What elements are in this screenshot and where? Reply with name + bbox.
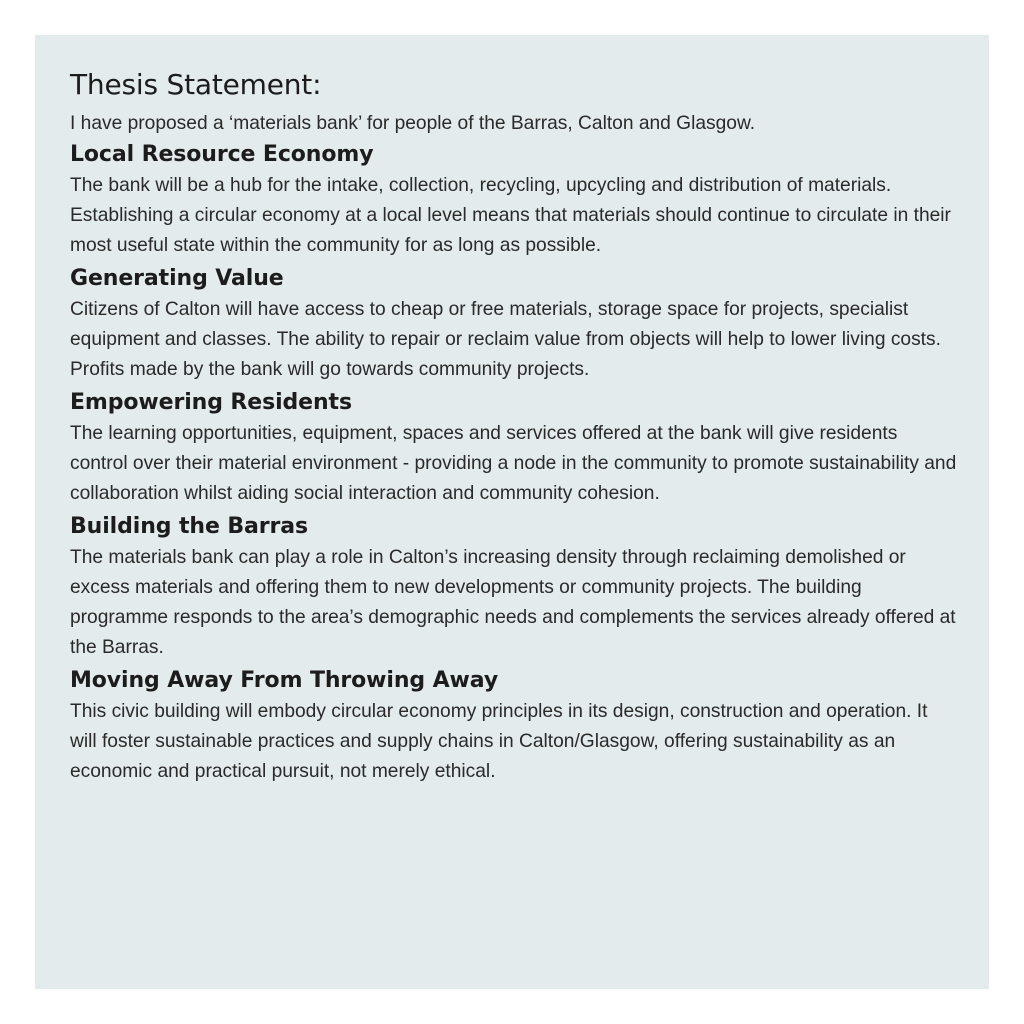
section-heading: Building the Barras [70,514,308,539]
section-moving-away-from-throwing-away [70,665,959,787]
section-heading: Moving Away From Throwing Away [70,668,499,693]
section-generating-value [70,263,959,385]
section-empowering-residents [70,387,959,509]
section-body: The learning opportunities, equipment, spaces and services offered at the bank will give residents control over their material environment - providing a node in the community to promote sustainability and collaboration whilst aiding social interaction and community cohesion. [70,423,957,504]
section-building-the-barras [70,511,959,663]
intro-text: I have proposed a ‘materials bank’ for people of the Barras, Calton and Glasgow. [70,113,756,134]
section-heading: Generating Value [70,266,284,291]
section-body: This civic building will embody circular economy principles in its design, construction and operation. It will foster sustainable practices and supply chains in Calton/Glasgow, offering sustainability as an economic and practical pursuit, not merely ethical. [70,701,928,782]
thesis-panel [35,35,989,989]
section-body: The materials bank can play a role in Calton’s increasing density through reclaiming demolished or excess materials and offering them to new developments or community projects. The building programme responds to the area’s demographic needs and complements the services already offered at the Barras. [70,547,956,658]
page-title: Thesis Statement: [70,68,322,101]
section-local-resource-economy [70,139,959,261]
section-heading: Local Resource Economy [70,142,374,167]
section-body: The bank will be a hub for the intake, collection, recycling, upcycling and distribution of materials. Establishing a circular economy at a local level means that materials should continue to circulate in their most useful state within the community for as long as possible. [70,175,951,256]
section-heading: Empowering Residents [70,390,352,415]
section-body: Citizens of Calton will have access to cheap or free materials, storage space for projects, specialist equipment and classes. The ability to repair or reclaim value from objects will help to lower living costs. Profits made by the bank will go towards community projects. [70,299,941,380]
